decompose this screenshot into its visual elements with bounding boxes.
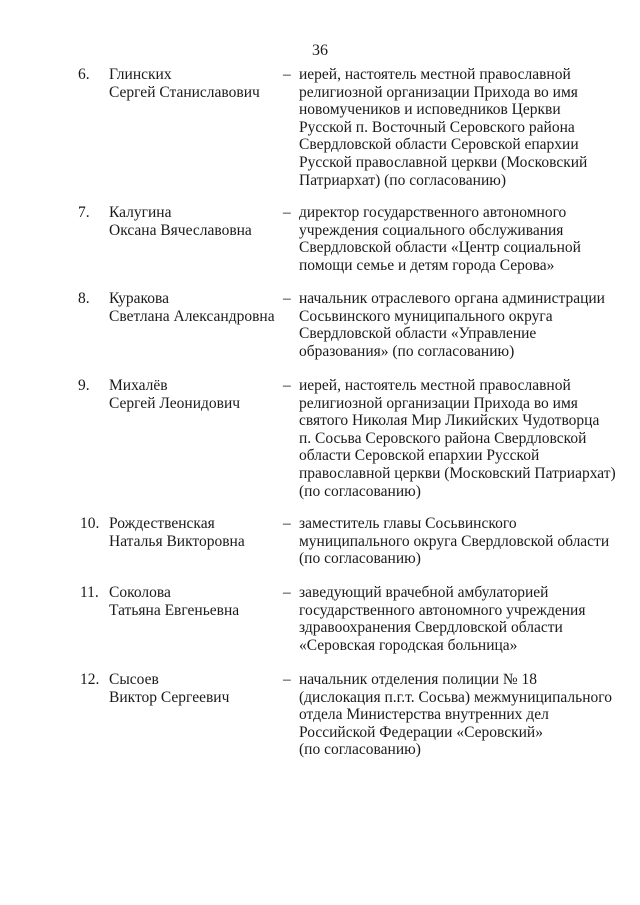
description-line: святого Николая Мир Ликийских Чудотворца [299, 412, 600, 430]
person-name [109, 204, 284, 239]
dash: – [283, 584, 291, 601]
entry-number: 11. [80, 584, 99, 601]
surname: Глинских [109, 66, 172, 83]
description-line: учреждения социального обслуживания [299, 221, 564, 239]
description-line: п. Сосьва Серовского района Свердловской [299, 429, 587, 447]
surname: Калугина [109, 204, 172, 221]
given-names: Сергей Станиславович [109, 83, 260, 101]
given-names: Виктор Сергеевич [109, 688, 230, 706]
position-description [299, 290, 619, 360]
description-line: иерей, настоятель местной православной [299, 377, 571, 394]
entry-number: 12. [80, 671, 100, 688]
description-line: муниципального округа Свердловской области [299, 532, 610, 550]
description-line: директор государственного автономного [299, 204, 567, 221]
entry-number: 8. [78, 290, 90, 307]
given-names: Светлана Александровна [109, 307, 275, 325]
person-name [109, 584, 284, 619]
dash: – [283, 377, 291, 394]
description-line: помощи семье и детям города Серова» [299, 256, 555, 274]
description-line: (дислокация п.г.т. Сосьва) межмуниципального [299, 688, 612, 706]
description-line: православной церкви (Московский Патриархат) [299, 464, 616, 482]
description-line: Сосьвинского муниципального округа [299, 307, 553, 325]
description-line: Свердловской области «Управление [299, 325, 537, 343]
dash: – [283, 204, 291, 221]
surname: Михалёв [109, 377, 168, 394]
description-line: Российской Федерации «Серовский» [299, 723, 543, 741]
entry-number: 7. [78, 204, 90, 221]
entry-number: 9. [78, 377, 90, 394]
dash: – [283, 290, 291, 307]
person-name [109, 377, 284, 412]
description-line: области Серовской епархии Русской [299, 447, 540, 465]
description-line: здравоохранения Свердловской области [299, 619, 563, 637]
description-line: (по согласованию) [299, 482, 421, 500]
description-line: Русской православной церкви (Московский [299, 153, 588, 171]
description-line: Русской п. Восточный Серовского района [299, 118, 575, 136]
person-name [109, 290, 284, 325]
description-line: Свердловской области Серовской епархии [299, 136, 579, 154]
position-description [299, 66, 619, 189]
dash: – [283, 671, 291, 688]
given-names: Татьяна Евгеньевна [109, 601, 240, 619]
page-number: 36 [312, 42, 328, 59]
given-names: Оксана Вячеславовна [109, 221, 252, 239]
surname: Куракова [109, 290, 170, 307]
description-line: образования» (по согласованию) [299, 342, 515, 360]
given-names: Наталья Викторовна [109, 532, 245, 550]
description-line: (по согласованию) [299, 550, 421, 568]
description-line: иерей, настоятель местной православной [299, 66, 571, 83]
surname: Соколова [109, 584, 171, 601]
entry-number: 10. [80, 515, 100, 532]
description-line: религиозной организации Прихода во имя [299, 394, 578, 412]
description-line: Свердловской области «Центр социальной [299, 239, 581, 257]
person-name [109, 66, 284, 101]
description-line: государственного автономного учреждения [299, 601, 586, 619]
position-description [299, 584, 619, 654]
description-line: заместитель главы Сосьвинского [299, 515, 517, 532]
position-description [299, 515, 619, 568]
description-line: (по согласованию) [299, 741, 421, 759]
description-line: религиозной организации Прихода во имя [299, 83, 578, 101]
position-description [299, 671, 619, 759]
given-names: Сергей Леонидович [109, 394, 241, 412]
entry-number: 6. [78, 66, 90, 83]
person-name [109, 671, 284, 706]
description-line: новомучеников и исповедников Церкви [299, 101, 561, 119]
dash: – [283, 515, 291, 532]
dash: – [283, 66, 291, 83]
description-line: Патриархат) (по согласованию) [299, 171, 506, 189]
description-line: отдела Министерства внутренних дел [299, 706, 549, 724]
surname: Рождественская [109, 515, 215, 532]
description-line: «Серовская городская больница» [299, 636, 518, 654]
position-description [299, 204, 619, 274]
position-description [299, 377, 619, 500]
description-line: начальник отделения полиции № 18 [299, 671, 538, 688]
surname: Сысоев [109, 671, 159, 688]
description-line: начальник отраслевого органа администрации [299, 290, 605, 307]
person-name [109, 515, 284, 550]
description-line: заведующий врачебной амбулаторией [299, 584, 549, 601]
